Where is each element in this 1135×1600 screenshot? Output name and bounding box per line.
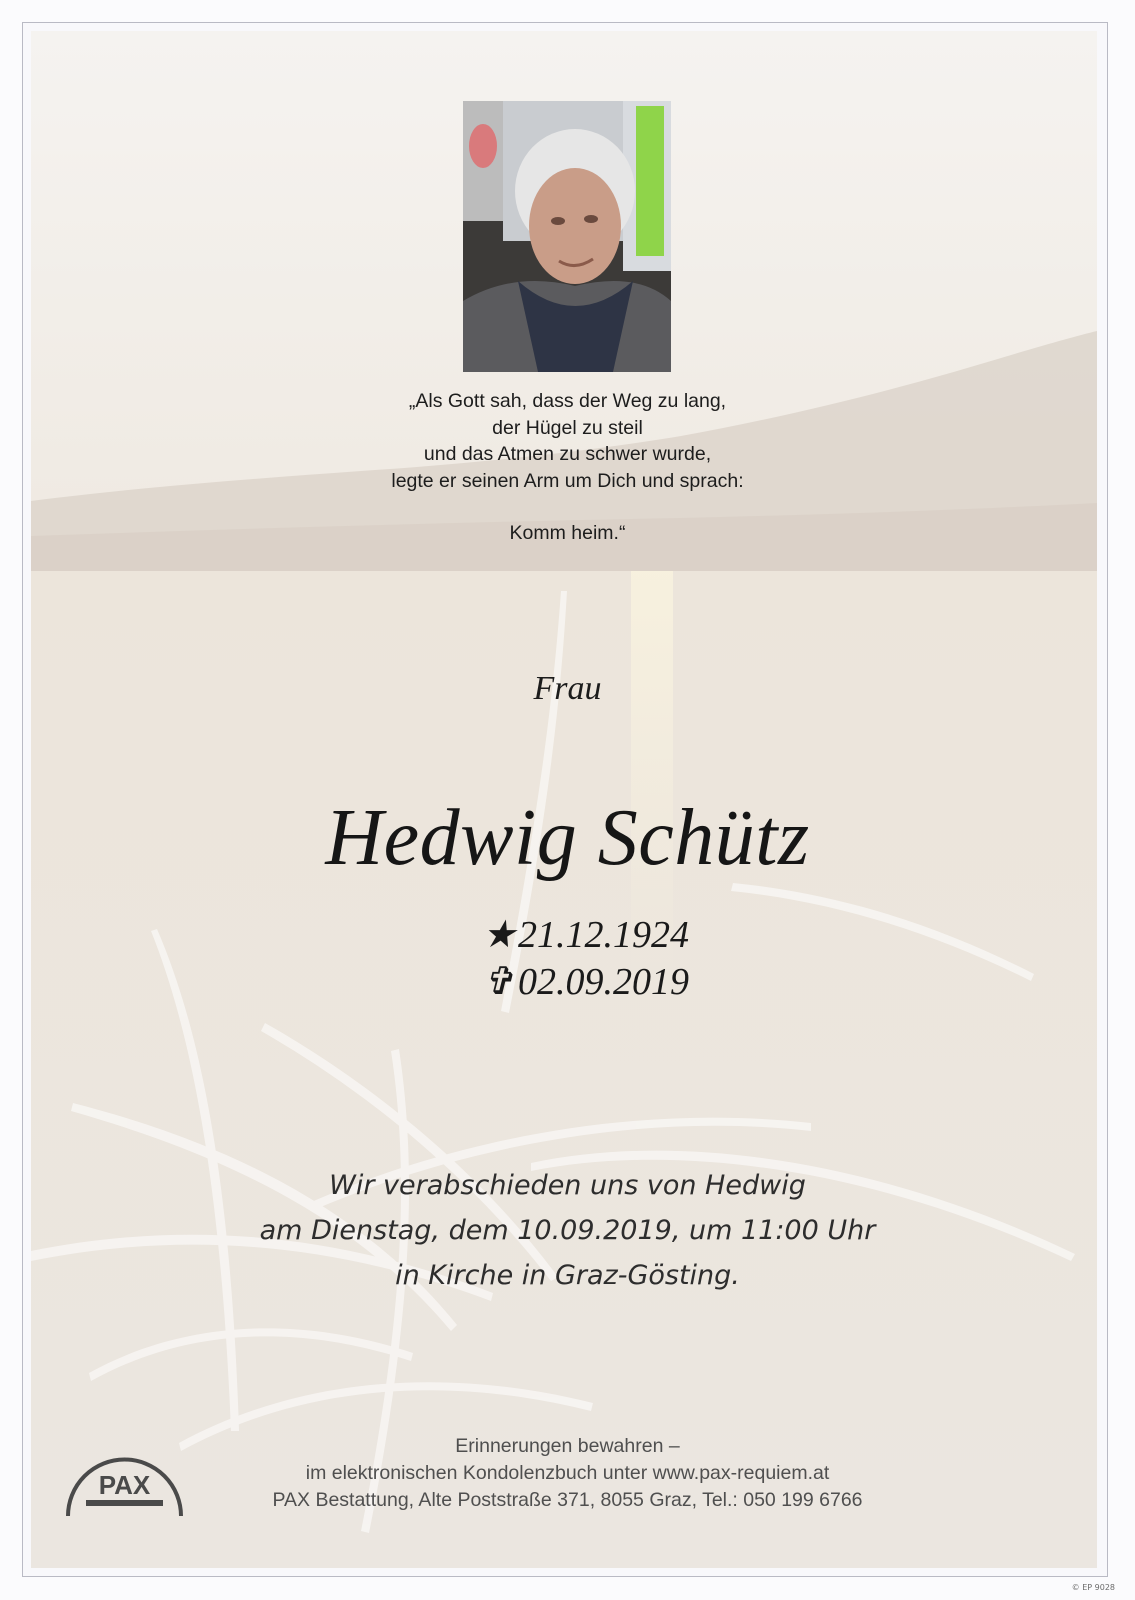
ceremony-line: am Dienstag, dem 10.09.2019, um 11:00 Uhr [259, 1215, 876, 1246]
quote-line: der Hügel zu steil [492, 416, 643, 439]
life-dates [482, 912, 742, 1006]
star-icon: ★ [482, 914, 517, 956]
quote-line: legte er seinen Arm um Dich und sprach: [391, 469, 744, 492]
quote-line: Komm heim.“ [509, 522, 626, 544]
memorial-quote [250, 388, 885, 547]
ceremony-line: Wir verabschieden uns von Hedwig [329, 1170, 806, 1201]
salutation: Frau [533, 670, 602, 707]
pax-logo [62, 1448, 187, 1520]
birth-date-row [482, 912, 742, 959]
quote-line: und das Atmen zu schwer wurde, [423, 443, 712, 465]
ceremony-details [0, 1163, 1135, 1298]
ceremony-line: in Kirche in Graz-Gösting. [395, 1260, 740, 1291]
logo-text: PAX [98, 1470, 151, 1500]
quote-line: „Als Gott sah, dass der Weg zu lang, [408, 390, 727, 412]
print-code: © EP 9028 [1071, 1583, 1115, 1592]
death-date: 02.09.2019 [518, 961, 689, 1003]
birth-date: 21.12.1924 [518, 914, 689, 956]
footer-line: Erinnerungen bewahren – [455, 1435, 680, 1457]
footer-line: PAX Bestattung, Alte Poststraße 371, 8055 Graz, Tel.: 050 199 6766 [272, 1489, 863, 1511]
portrait-photo [463, 101, 671, 372]
cross-icon: ✞ [482, 961, 514, 1003]
death-date-row [482, 959, 742, 1006]
deceased-name: Hedwig Schütz [325, 794, 810, 882]
footer-line: im elektronischen Kondolenzbuch unter www.pax-requiem.at [305, 1462, 830, 1484]
footer-info [200, 1433, 935, 1514]
